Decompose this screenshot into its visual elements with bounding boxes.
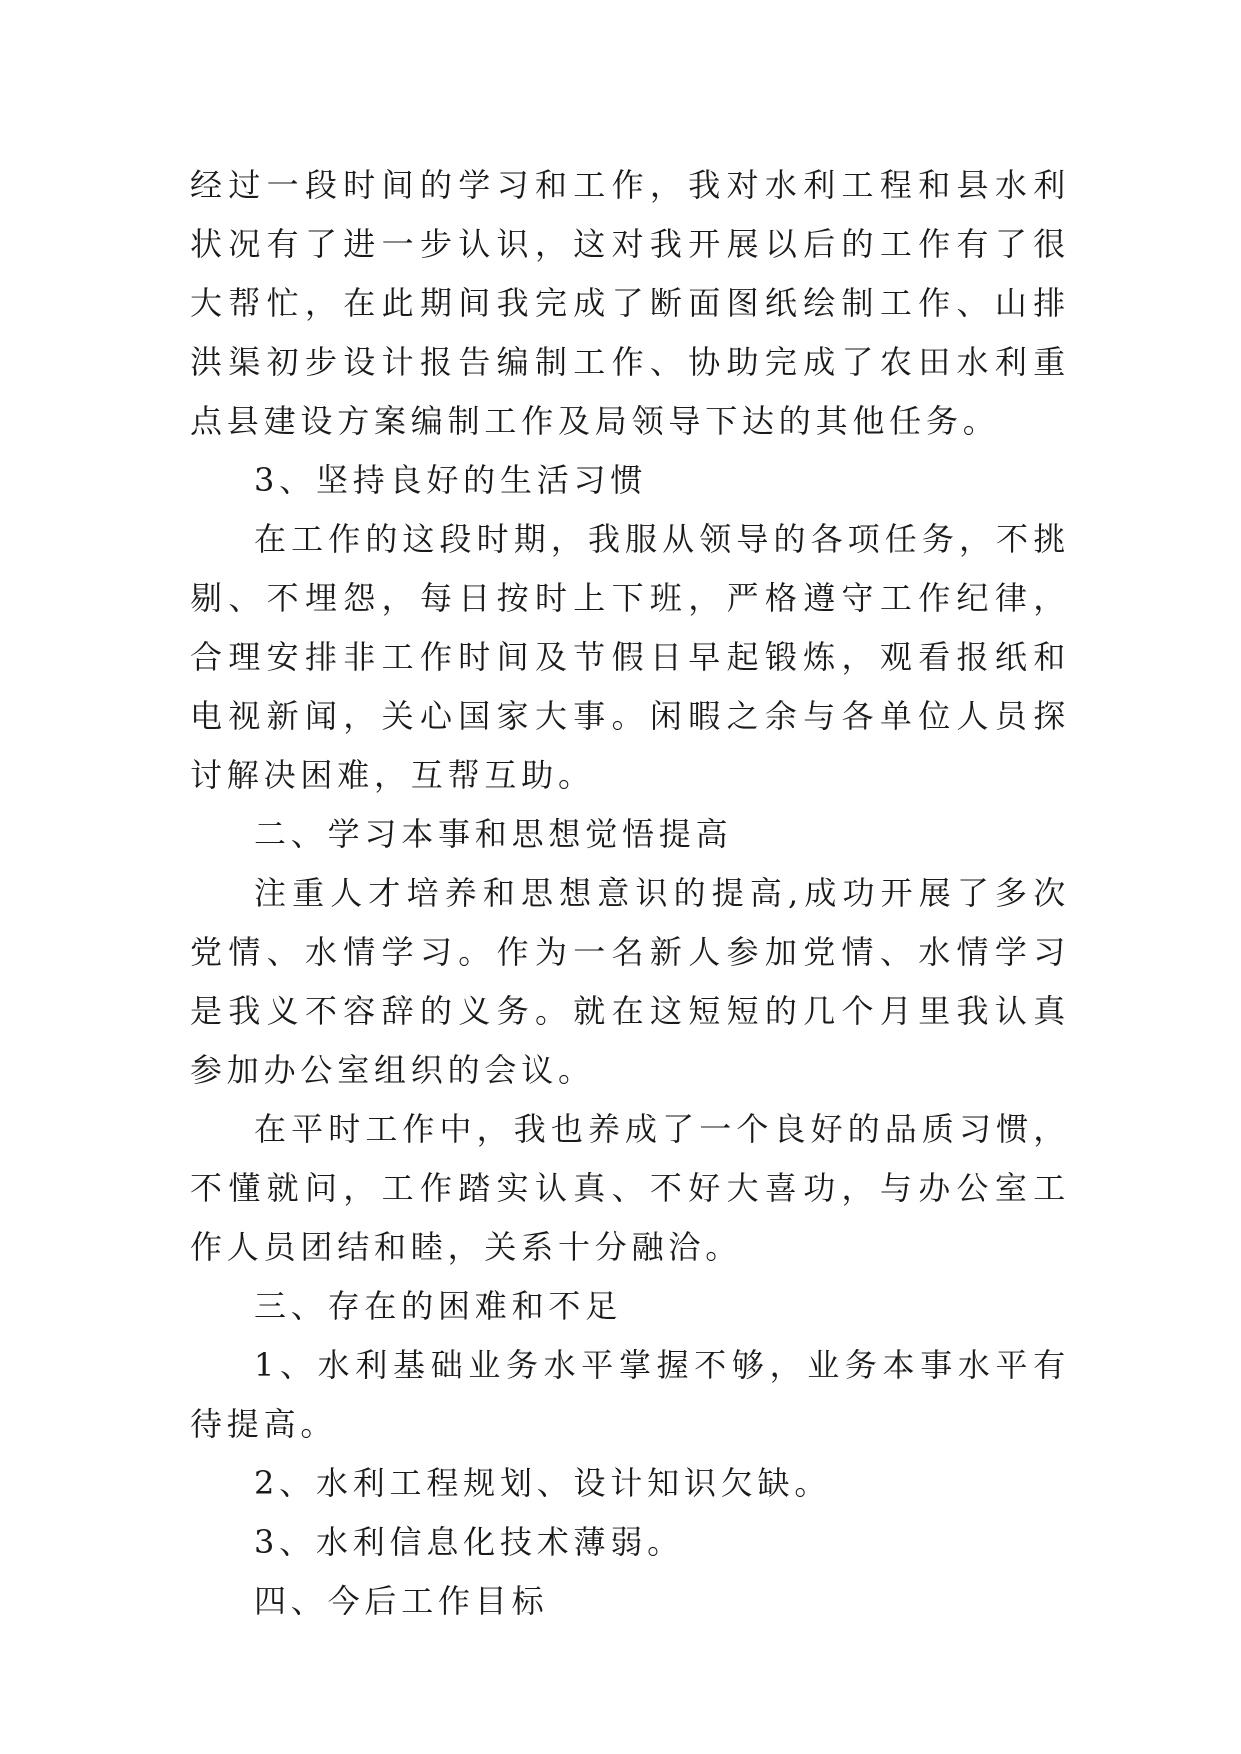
paragraph-work-discipline: 在工作的这段时期，我服从领导的各项任务，不挑剔、不埋怨，每日按时上下班，严格遵守工作纪律，合理安排非工作时间及节假日早起锻炼，观看报纸和电视新闻，关心国家大事。闲暇之余与各单位人员探讨解决困难，互帮互助。 (190, 520, 1070, 794)
paragraph-study-and-work: 经过一段时间的学习和工作，我对水利工程和县水利状况有了进一步认识，这对我开展以后的工作有了很大帮忙，在此期间我完成了断面图纸绘制工作、山排洪渠初步设计报告编制工作、协助完成了农田水利重点县建设方案编制工作及局领导下达的其他任务。 (190, 166, 1070, 440)
list-item-difficulty-2: 2、水利工程规划、设计知识欠缺。 (254, 1464, 832, 1502)
paragraph-party-water-study: 注重人才培养和思想意识的提高,成功开展了多次党情、水情学习。作为一名新人参加党情、水情学习是我义不容辞的义务。就在这短短的几个月里我认真参加办公室组织的会议。 (190, 874, 1070, 1089)
heading-difficulties: 三、存在的困难和不足 (254, 1287, 623, 1325)
document-body (190, 156, 1070, 1631)
list-item-difficulty-1: 1、水利基础业务水平掌握不够，业务本事水平有待提高。 (190, 1346, 1070, 1443)
heading-good-living-habits: 3、坚持良好的生活习惯 (254, 461, 648, 499)
heading-ability-and-awareness: 二、学习本事和思想觉悟提高 (254, 815, 733, 853)
paragraph-good-habits: 在平时工作中，我也养成了一个良好的品质习惯，不懂就问，工作踏实认真、不好大喜功，与办公室工作人员团结和睦，关系十分融洽。 (190, 1110, 1070, 1266)
heading-future-goals: 四、今后工作目标 (254, 1582, 549, 1620)
list-item-difficulty-3: 3、水利信息化技术薄弱。 (254, 1523, 684, 1561)
